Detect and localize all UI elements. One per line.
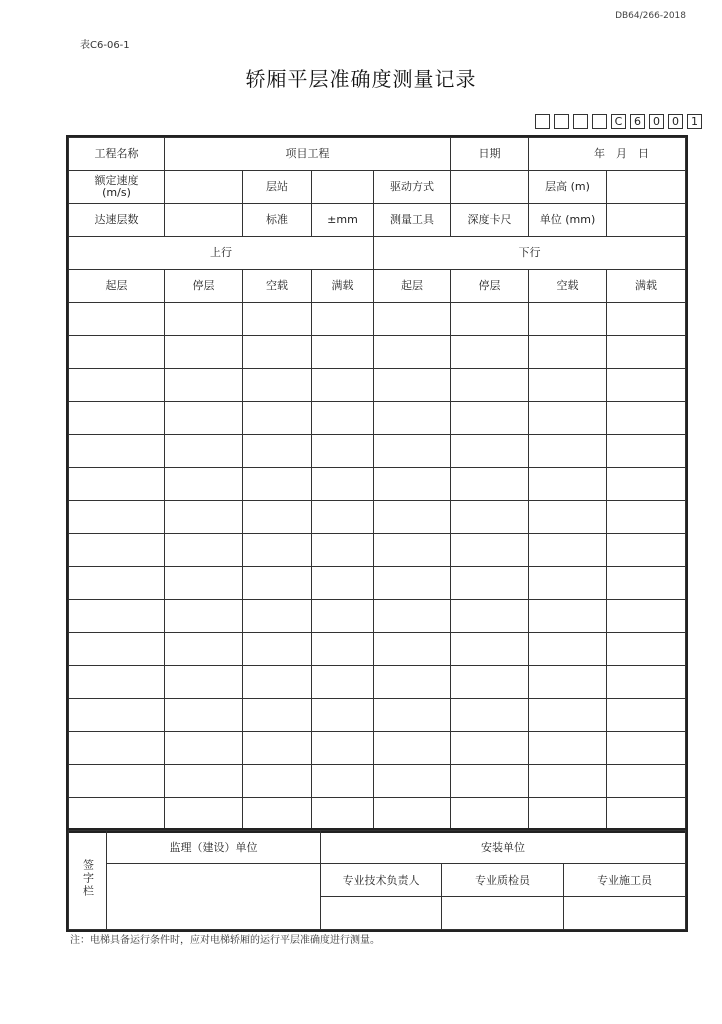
tool-label: 测量工具: [374, 204, 451, 237]
table-cell[interactable]: [243, 633, 312, 666]
table-cell[interactable]: [529, 699, 607, 732]
table-cell[interactable]: [69, 501, 165, 534]
table-cell[interactable]: [243, 798, 312, 831]
info-row-3: [69, 204, 686, 237]
footnote: 注：电梯具备运行条件时，应对电梯轿厢的运行平层准确度进行测量。: [70, 935, 380, 946]
table-cell[interactable]: [374, 534, 451, 567]
table-cell[interactable]: [165, 798, 243, 831]
table-cell[interactable]: [69, 303, 165, 336]
table-cell[interactable]: [243, 336, 312, 369]
table-cell[interactable]: [69, 567, 165, 600]
table-row: [69, 534, 686, 567]
table-cell[interactable]: [312, 798, 374, 831]
table-cell[interactable]: [69, 534, 165, 567]
table-cell[interactable]: [607, 666, 686, 699]
table-cell[interactable]: [69, 369, 165, 402]
stations-label: 层站: [243, 171, 312, 204]
direction-down: 下行: [374, 237, 686, 270]
info-row-2: [69, 171, 686, 204]
table-cell[interactable]: [374, 633, 451, 666]
code-box: [573, 114, 588, 129]
table-cell[interactable]: [374, 303, 451, 336]
table-cell[interactable]: [243, 699, 312, 732]
table-cell[interactable]: [607, 732, 686, 765]
table-row: [69, 435, 686, 468]
table-cell[interactable]: [312, 765, 374, 798]
unit-value[interactable]: [607, 204, 686, 237]
page-title: 轿厢平层准确度测量记录: [245, 67, 477, 91]
table-cell[interactable]: [529, 600, 607, 633]
form-number: 表C6-06-1: [80, 40, 130, 51]
table-cell[interactable]: [243, 369, 312, 402]
standard-value[interactable]: ±mm: [312, 204, 374, 237]
table-row: [69, 369, 686, 402]
table-cell[interactable]: [374, 699, 451, 732]
date-label: 日期: [451, 138, 529, 171]
table-cell[interactable]: [312, 567, 374, 600]
table-cell[interactable]: [243, 765, 312, 798]
supervision-sign-field[interactable]: [107, 864, 321, 930]
table-cell[interactable]: [165, 567, 243, 600]
table-cell[interactable]: [165, 534, 243, 567]
table-cell[interactable]: [69, 666, 165, 699]
table-cell[interactable]: [451, 798, 529, 831]
table-row: [69, 402, 686, 435]
table-cell[interactable]: [451, 732, 529, 765]
table-row: [69, 501, 686, 534]
install-unit-label: 安装单位: [321, 831, 686, 864]
table-row: [69, 567, 686, 600]
table-cell[interactable]: [451, 402, 529, 435]
table-cell[interactable]: [243, 567, 312, 600]
measurement-table: [68, 137, 686, 831]
table-row: [69, 666, 686, 699]
table-cell[interactable]: [607, 798, 686, 831]
table-cell[interactable]: [374, 567, 451, 600]
table-cell[interactable]: [374, 765, 451, 798]
floor-height-value[interactable]: [607, 171, 686, 204]
table-cell[interactable]: [165, 765, 243, 798]
table-cell[interactable]: [529, 666, 607, 699]
code-box: 6: [630, 114, 645, 129]
table-cell[interactable]: [374, 501, 451, 534]
table-cell[interactable]: [165, 501, 243, 534]
table-cell[interactable]: [607, 567, 686, 600]
table-cell[interactable]: [529, 336, 607, 369]
col-down-stop-floor: 停层: [451, 270, 529, 303]
table-cell[interactable]: [243, 303, 312, 336]
rated-speed-unit: (m/s): [102, 186, 131, 199]
table-cell[interactable]: [243, 501, 312, 534]
table-cell[interactable]: [165, 600, 243, 633]
table-cell[interactable]: [451, 501, 529, 534]
col-down-no-load: 空载: [529, 270, 607, 303]
table-cell[interactable]: [451, 435, 529, 468]
table-row: [69, 699, 686, 732]
quality-inspector-sign-field[interactable]: [442, 897, 564, 930]
table-row: [69, 468, 686, 501]
table-cell[interactable]: [243, 435, 312, 468]
table-cell[interactable]: [165, 336, 243, 369]
table-cell[interactable]: [312, 600, 374, 633]
supervision-unit-label: 监理（建设）单位: [107, 831, 321, 864]
date-value[interactable]: 年 月 日: [529, 138, 686, 171]
table-cell[interactable]: [312, 633, 374, 666]
table-cell[interactable]: [451, 666, 529, 699]
table-row: [69, 633, 686, 666]
table-cell[interactable]: [69, 600, 165, 633]
table-cell[interactable]: [165, 633, 243, 666]
floor-height-label: 层高 (m): [529, 171, 607, 204]
reach-floors-label: 达速层数: [69, 204, 165, 237]
role-quality-inspector: 专业质检员: [442, 864, 564, 897]
table-cell[interactable]: [243, 402, 312, 435]
table-cell[interactable]: [312, 699, 374, 732]
table-cell[interactable]: [374, 435, 451, 468]
col-up-start-floor: 起层: [69, 270, 165, 303]
standard-code: DB64/266-2018: [615, 11, 686, 21]
code-box: [535, 114, 550, 129]
signature-section-label: [69, 831, 107, 930]
table-cell[interactable]: [69, 402, 165, 435]
table-cell[interactable]: [165, 666, 243, 699]
direction-row: [69, 237, 686, 270]
table-cell[interactable]: [312, 732, 374, 765]
table-cell[interactable]: [529, 534, 607, 567]
code-box: 1: [687, 114, 702, 129]
table-cell[interactable]: [451, 600, 529, 633]
table-cell[interactable]: [69, 699, 165, 732]
drive-label: 驱动方式: [374, 171, 451, 204]
table-cell[interactable]: [69, 435, 165, 468]
col-up-full-load: 满载: [312, 270, 374, 303]
table-cell[interactable]: [529, 402, 607, 435]
table-cell[interactable]: [312, 402, 374, 435]
table-cell[interactable]: [607, 633, 686, 666]
code-box: 0: [668, 114, 683, 129]
table-cell[interactable]: [69, 798, 165, 831]
construction-worker-sign-field[interactable]: [564, 897, 686, 930]
table-cell[interactable]: [451, 336, 529, 369]
table-cell[interactable]: [165, 402, 243, 435]
table-cell[interactable]: [607, 435, 686, 468]
table-cell[interactable]: [607, 303, 686, 336]
table-cell[interactable]: [607, 336, 686, 369]
table-cell[interactable]: [607, 501, 686, 534]
table-cell[interactable]: [165, 699, 243, 732]
col-up-stop-floor: 停层: [165, 270, 243, 303]
table-cell[interactable]: [451, 567, 529, 600]
rated-speed-label-text: 额定速度: [94, 174, 139, 187]
table-cell[interactable]: [607, 369, 686, 402]
table-cell[interactable]: [243, 666, 312, 699]
table-cell[interactable]: [243, 600, 312, 633]
table-cell[interactable]: [69, 336, 165, 369]
table-cell[interactable]: [529, 765, 607, 798]
direction-up: 上行: [69, 237, 374, 270]
table-cell[interactable]: [374, 369, 451, 402]
col-down-full-load: 满载: [607, 270, 686, 303]
reach-floors-value[interactable]: [165, 204, 243, 237]
table-row: [69, 336, 686, 369]
table-cell[interactable]: [529, 468, 607, 501]
table-cell[interactable]: [607, 468, 686, 501]
table-cell[interactable]: [312, 336, 374, 369]
role-construction-worker: 专业施工员: [564, 864, 686, 897]
col-down-start-floor: 起层: [374, 270, 451, 303]
signature-row-2: [69, 864, 686, 897]
code-box: [592, 114, 607, 129]
code-box: [554, 114, 569, 129]
table-cell[interactable]: [607, 600, 686, 633]
table-cell[interactable]: [312, 534, 374, 567]
standard-label: 标准: [243, 204, 312, 237]
table-cell[interactable]: [165, 303, 243, 336]
record-code-boxes: [531, 114, 702, 129]
table-cell[interactable]: [451, 369, 529, 402]
table-cell[interactable]: [312, 501, 374, 534]
table-cell[interactable]: [607, 534, 686, 567]
table-cell[interactable]: [243, 732, 312, 765]
rated-speed-value[interactable]: [165, 171, 243, 204]
table-row: [69, 600, 686, 633]
signature-table: [68, 830, 686, 930]
table-row: [69, 732, 686, 765]
signature-section-text: 签字栏: [81, 859, 95, 898]
table-cell[interactable]: [312, 666, 374, 699]
table-cell[interactable]: [374, 666, 451, 699]
table-cell[interactable]: [69, 732, 165, 765]
table-row: [69, 798, 686, 831]
table-cell[interactable]: [374, 468, 451, 501]
table-cell[interactable]: [243, 468, 312, 501]
role-tech-lead: 专业技术负责人: [321, 864, 442, 897]
table-cell[interactable]: [451, 534, 529, 567]
table-cell[interactable]: [451, 468, 529, 501]
table-cell[interactable]: [607, 402, 686, 435]
info-row-1: [69, 138, 686, 171]
table-cell[interactable]: [607, 699, 686, 732]
table-cell[interactable]: [69, 468, 165, 501]
table-cell[interactable]: [374, 600, 451, 633]
table-cell[interactable]: [165, 435, 243, 468]
table-cell[interactable]: [529, 567, 607, 600]
table-cell[interactable]: [529, 435, 607, 468]
table-cell[interactable]: [451, 699, 529, 732]
project-name-value[interactable]: 项目工程: [165, 138, 451, 171]
table-cell[interactable]: [312, 369, 374, 402]
project-name-label: 工程名称: [69, 138, 165, 171]
table-cell[interactable]: [607, 765, 686, 798]
table-cell[interactable]: [312, 435, 374, 468]
table-cell[interactable]: [165, 468, 243, 501]
tool-value[interactable]: 深度卡尺: [451, 204, 529, 237]
table-cell[interactable]: [451, 633, 529, 666]
unit-label: 单位 (mm): [529, 204, 607, 237]
table-cell[interactable]: [374, 402, 451, 435]
table-row: [69, 765, 686, 798]
table-cell[interactable]: [69, 633, 165, 666]
table-cell[interactable]: [312, 468, 374, 501]
table-cell[interactable]: [69, 765, 165, 798]
table-cell[interactable]: [165, 732, 243, 765]
table-cell[interactable]: [529, 798, 607, 831]
table-cell[interactable]: [451, 765, 529, 798]
code-box: C: [611, 114, 626, 129]
table-row: [69, 303, 686, 336]
col-up-no-load: 空载: [243, 270, 312, 303]
rated-speed-label: [69, 171, 165, 204]
table-cell[interactable]: [374, 336, 451, 369]
tech-lead-sign-field[interactable]: [321, 897, 442, 930]
table-cell[interactable]: [374, 732, 451, 765]
table-cell[interactable]: [529, 501, 607, 534]
table-cell[interactable]: [243, 534, 312, 567]
column-header-row: [69, 270, 686, 303]
table-cell[interactable]: [529, 633, 607, 666]
table-cell[interactable]: [529, 369, 607, 402]
data-rows: [69, 303, 686, 831]
stations-value[interactable]: [312, 171, 374, 204]
table-cell[interactable]: [451, 303, 529, 336]
table-cell[interactable]: [529, 303, 607, 336]
table-cell[interactable]: [312, 303, 374, 336]
table-cell[interactable]: [165, 369, 243, 402]
table-cell[interactable]: [529, 732, 607, 765]
table-cell[interactable]: [374, 798, 451, 831]
signature-row-1: [69, 831, 686, 864]
code-box: 0: [649, 114, 664, 129]
drive-value[interactable]: [451, 171, 529, 204]
